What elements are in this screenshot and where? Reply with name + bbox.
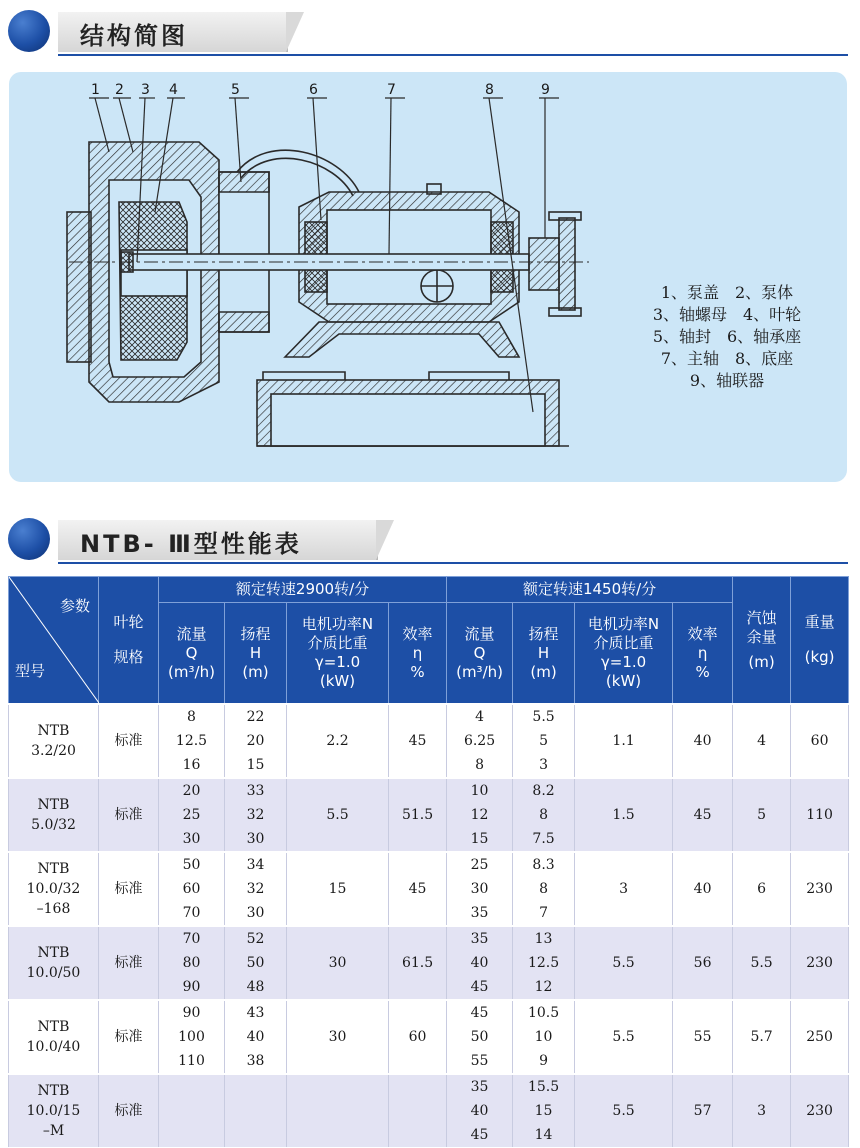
flow-1450-cell: 25 [447,852,513,877]
section-title: 结构简图 [80,22,188,50]
flow-2900-cell: 80 [159,951,225,975]
model-line: NTB [37,797,70,813]
head-1450-cell: 8 [513,877,575,901]
flow-1450-cell: 4 [447,704,513,729]
performance-table [8,576,849,1147]
efficiency-2900-cell: 51.5 [389,778,447,852]
efficiency-1450-cell: 56 [673,926,733,1000]
parts-legend [617,282,837,392]
weight-header: 重量 (kg) [791,577,849,705]
table-row [9,704,849,729]
power-2900-cell: 15 [287,852,389,926]
flow-1450-cell: 35 [447,901,513,926]
flow-2900-cell: 25 [159,803,225,827]
callout-3: 3 [141,82,150,98]
impeller-cell: 标准 [99,926,159,1000]
model-line: 5.0/32 [31,817,76,833]
efficiency-1450-cell: 40 [673,704,733,778]
model-line: NTB [37,945,70,961]
power-2900-cell: 30 [287,1000,389,1074]
flow-1450-cell: 12 [447,803,513,827]
model-cell [9,704,99,778]
model-line: NTB [37,723,70,739]
callout-9: 9 [541,82,550,98]
npsh-cell: 4 [733,704,791,778]
flow-1450-cell: 35 [447,1074,513,1099]
flow-2900-cell: 50 [159,852,225,877]
callout-8: 8 [485,82,494,98]
callout-5: 5 [231,82,240,98]
model-line: NTB [37,1083,70,1099]
efficiency-2900-cell [389,1074,447,1147]
efficiency-1450-cell: 40 [673,852,733,926]
bullet-dot-icon [8,10,50,52]
npsh-cell: 5.7 [733,1000,791,1074]
model-line: NTB [37,861,70,877]
performance-table-body [9,704,849,1147]
npsh-cell: 5 [733,778,791,852]
efficiency-1450-cell: 45 [673,778,733,852]
model-cell [9,1074,99,1147]
section-title: NTB- Ⅲ型性能表 [80,530,302,558]
model-cell [9,852,99,926]
head-2900-cell: 30 [225,827,287,852]
legend-line: 1、泵盖 2、泵体 [660,283,794,302]
model-line: 3.2/20 [31,743,76,759]
head-2900-cell [225,1074,287,1099]
weight-cell: 230 [791,926,849,1000]
model-cell [9,778,99,852]
head-1450-cell: 15 [513,1099,575,1123]
flow-2900-cell: 30 [159,827,225,852]
flow-2900-cell: 90 [159,975,225,1000]
flow-2900-cell: 70 [159,926,225,951]
impeller-cell: 标准 [99,778,159,852]
power-1450-cell: 5.5 [575,1074,673,1147]
head-2900-cell: 50 [225,951,287,975]
power-1450-cell: 3 [575,852,673,926]
head-1450-cell: 10.5 [513,1000,575,1025]
head-1450-cell: 5.5 [513,704,575,729]
weight-cell: 230 [791,1074,849,1147]
head-2900-cell: 38 [225,1049,287,1074]
header-rule [58,562,848,564]
model-cell [9,1000,99,1074]
flow-1450-cell: 6.25 [447,729,513,753]
flow-header: 流量 Q (m³/h) [159,603,225,704]
weight-cell: 230 [791,852,849,926]
speed-1450-header: 额定转速1450转/分 [447,577,733,603]
table-row [9,778,849,803]
efficiency-2900-cell: 45 [389,852,447,926]
efficiency-header: 效率 η % [673,603,733,704]
flow-2900-cell: 100 [159,1025,225,1049]
model-label: 型号 [15,662,46,680]
weight-cell: 250 [791,1000,849,1074]
flow-2900-cell: 110 [159,1049,225,1074]
flow-2900-cell: 20 [159,778,225,803]
param-model-corner-header [9,577,99,705]
model-line: –168 [36,901,71,917]
legend-line: 5、轴封 6、轴承座 [652,327,802,346]
model-line: –M [42,1123,65,1139]
head-1450-cell: 13 [513,926,575,951]
flow-2900-cell [159,1099,225,1123]
flow-1450-cell: 45 [447,1000,513,1025]
power-2900-cell: 30 [287,926,389,1000]
callout-2: 2 [115,82,124,98]
power-2900-cell [287,1074,389,1147]
power-header: 电机功率N 介质比重 γ=1.0 (kW) [575,603,673,704]
head-2900-cell: 32 [225,803,287,827]
weight-cell: 110 [791,778,849,852]
head-1450-cell: 8.3 [513,852,575,877]
legend-line: 7、主轴 8、底座 [660,349,794,368]
legend-line: 9、轴联器 [689,371,765,390]
power-header: 电机功率N 介质比重 γ=1.0 (kW) [287,603,389,704]
table-row [9,1000,849,1025]
head-1450-cell: 8.2 [513,778,575,803]
model-line: 10.0/50 [26,965,81,981]
head-1450-cell: 9 [513,1049,575,1074]
head-2900-cell: 40 [225,1025,287,1049]
npsh-header: 汽蚀 余量 (m) [733,577,791,705]
flow-1450-cell: 40 [447,1099,513,1123]
impeller-header: 叶轮 规格 [99,577,159,705]
flow-2900-cell: 12.5 [159,729,225,753]
weight-cell: 60 [791,704,849,778]
efficiency-2900-cell: 45 [389,704,447,778]
head-2900-cell: 20 [225,729,287,753]
power-2900-cell: 5.5 [287,778,389,852]
head-2900-cell: 52 [225,926,287,951]
head-2900-cell: 33 [225,778,287,803]
head-1450-cell: 14 [513,1123,575,1147]
head-2900-cell: 34 [225,852,287,877]
efficiency-2900-cell: 60 [389,1000,447,1074]
efficiency-header: 效率 η % [389,603,447,704]
head-1450-cell: 7 [513,901,575,926]
power-1450-cell: 5.5 [575,926,673,1000]
table-row [9,852,849,877]
efficiency-1450-cell: 55 [673,1000,733,1074]
legend-line: 3、轴螺母 4、叶轮 [652,305,802,324]
head-header: 扬程 H (m) [225,603,287,704]
flow-1450-cell: 45 [447,1123,513,1147]
power-2900-cell: 2.2 [287,704,389,778]
efficiency-2900-cell: 61.5 [389,926,447,1000]
flow-2900-cell [159,1123,225,1147]
param-label: 参数 [59,597,90,615]
table-row [9,1074,849,1099]
efficiency-1450-cell: 57 [673,1074,733,1147]
power-1450-cell: 1.1 [575,704,673,778]
impeller-cell: 标准 [99,1000,159,1074]
flow-2900-cell: 8 [159,704,225,729]
table-row [9,926,849,951]
impeller-cell: 标准 [99,704,159,778]
head-1450-cell: 15.5 [513,1074,575,1099]
callout-4: 4 [169,82,178,98]
head-2900-cell [225,1123,287,1147]
flow-2900-cell [159,1074,225,1099]
structure-diagram-panel [9,72,847,482]
flow-2900-cell: 90 [159,1000,225,1025]
head-2900-cell: 32 [225,877,287,901]
flow-2900-cell: 70 [159,901,225,926]
npsh-cell: 6 [733,852,791,926]
callout-7: 7 [387,82,396,98]
flow-1450-cell: 35 [447,926,513,951]
power-1450-cell: 1.5 [575,778,673,852]
model-line: 10.0/15 [26,1103,81,1119]
head-1450-cell: 10 [513,1025,575,1049]
pump-cross-section-drawing [9,72,847,482]
head-2900-cell: 15 [225,753,287,778]
callout-1: 1 [91,82,100,98]
model-line: 10.0/32 [26,881,81,897]
model-cell [9,926,99,1000]
impeller-cell: 标准 [99,852,159,926]
npsh-cell: 5.5 [733,926,791,1000]
head-1450-cell: 5 [513,729,575,753]
head-2900-cell: 43 [225,1000,287,1025]
model-line: 10.0/40 [26,1039,81,1055]
speed-2900-header: 额定转速2900转/分 [159,577,447,603]
flow-1450-cell: 10 [447,778,513,803]
head-2900-cell: 22 [225,704,287,729]
head-1450-cell: 12.5 [513,951,575,975]
head-2900-cell: 30 [225,901,287,926]
npsh-cell: 3 [733,1074,791,1147]
flow-2900-cell: 60 [159,877,225,901]
head-1450-cell: 3 [513,753,575,778]
head-header: 扬程 H (m) [513,603,575,704]
head-1450-cell: 8 [513,803,575,827]
head-1450-cell: 7.5 [513,827,575,852]
callout-6: 6 [309,82,318,98]
flow-header: 流量 Q (m³/h) [447,603,513,704]
flow-1450-cell: 30 [447,877,513,901]
head-1450-cell: 12 [513,975,575,1000]
flow-2900-cell: 16 [159,753,225,778]
flow-1450-cell: 15 [447,827,513,852]
bullet-dot-icon [8,518,50,560]
head-2900-cell [225,1099,287,1123]
power-1450-cell: 5.5 [575,1000,673,1074]
flow-1450-cell: 8 [447,753,513,778]
header-rule [58,54,848,56]
model-line: NTB [37,1019,70,1035]
head-2900-cell: 48 [225,975,287,1000]
flow-1450-cell: 50 [447,1025,513,1049]
flow-1450-cell: 40 [447,951,513,975]
flow-1450-cell: 55 [447,1049,513,1074]
flow-1450-cell: 45 [447,975,513,1000]
impeller-cell: 标准 [99,1074,159,1147]
